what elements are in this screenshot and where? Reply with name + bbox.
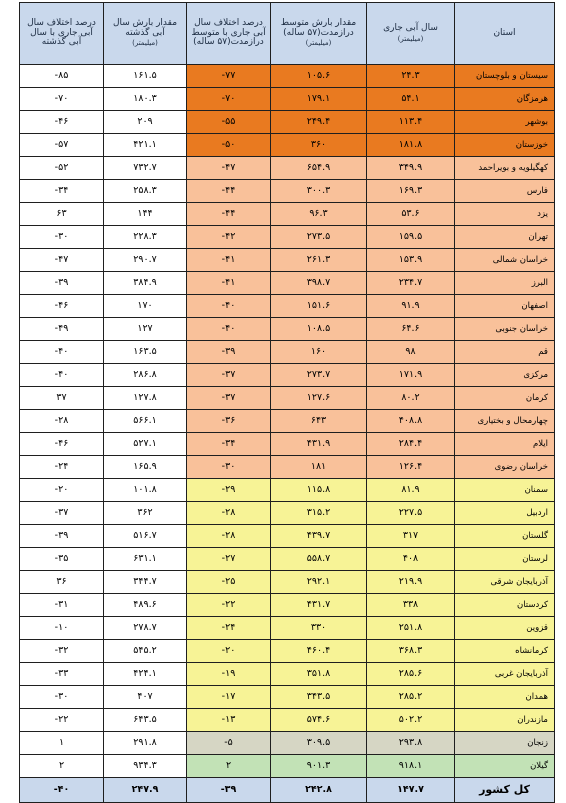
pct-diff-longterm-cell: ۲ <box>187 755 271 778</box>
last-year-precip-cell: ۳۸۴.۹ <box>104 272 187 295</box>
longterm-avg-cell: ۱۶۰ <box>271 341 367 364</box>
longterm-avg-cell: ۳۹۸.۷ <box>271 272 367 295</box>
current-year-precip-cell: ۲۴.۳ <box>367 65 455 88</box>
current-year-precip-cell: ۵۳.۶ <box>367 203 455 226</box>
total-label: کل کشور <box>455 778 555 803</box>
pct-diff-last-year-cell: -۴۶ <box>20 295 104 318</box>
longterm-avg-cell: ۴۳۱.۷ <box>271 594 367 617</box>
last-year-precip-cell: ۷۳۲.۷ <box>104 157 187 180</box>
total-current-year-precip: ۱۴۷.۷ <box>367 778 455 803</box>
pct-diff-longterm-cell: -۴۴ <box>187 203 271 226</box>
pct-diff-longterm-cell: -۴۱ <box>187 249 271 272</box>
province-cell: فارس <box>455 180 555 203</box>
pct-diff-longterm-cell: -۵۵ <box>187 111 271 134</box>
table-row <box>20 709 555 732</box>
longterm-avg-cell: ۱۵۱.۶ <box>271 295 367 318</box>
longterm-avg-cell: ۹۰۱.۳ <box>271 755 367 778</box>
province-cell: مرکزی <box>455 364 555 387</box>
pct-diff-longterm-cell: -۲۸ <box>187 502 271 525</box>
province-cell: ایلام <box>455 433 555 456</box>
province-cell: آذربایجان غربی <box>455 663 555 686</box>
pct-diff-last-year-cell: -۴۷ <box>20 249 104 272</box>
pct-diff-longterm-cell: -۳۶ <box>187 410 271 433</box>
current-year-precip-cell: ۹۱۸.۱ <box>367 755 455 778</box>
pct-diff-last-year-cell: -۳۰ <box>20 686 104 709</box>
longterm-avg-cell: ۴۶۰.۴ <box>271 640 367 663</box>
current-year-precip-cell: ۲۳۴.۷ <box>367 272 455 295</box>
table-row <box>20 226 555 249</box>
longterm-avg-cell: ۳۵۱.۸ <box>271 663 367 686</box>
pct-diff-last-year-cell: -۲۴ <box>20 456 104 479</box>
longterm-avg-cell: ۱۰۵.۶ <box>271 65 367 88</box>
province-cell: گلستان <box>455 525 555 548</box>
table-row <box>20 502 555 525</box>
last-year-precip-cell: ۶۴۳.۵ <box>104 709 187 732</box>
table-row <box>20 364 555 387</box>
table-row <box>20 157 555 180</box>
current-year-precip-cell: ۳۱۷ <box>367 525 455 548</box>
pct-diff-longterm-cell: -۳۹ <box>187 341 271 364</box>
table-row <box>20 180 555 203</box>
table-row <box>20 387 555 410</box>
last-year-precip-cell: ۳۴۴.۷ <box>104 571 187 594</box>
header-longterm-avg: مقدار بارش متوسط درازمدت(۵۷ ساله) (میلیمتر) <box>271 3 367 65</box>
province-cell: بوشهر <box>455 111 555 134</box>
longterm-avg-cell: ۳۶۰ <box>271 134 367 157</box>
last-year-precip-cell: ۵۱۶.۷ <box>104 525 187 548</box>
last-year-precip-cell: ۵۴۵.۲ <box>104 640 187 663</box>
province-cell: خراسان رضوی <box>455 456 555 479</box>
pct-diff-last-year-cell: -۵۲ <box>20 157 104 180</box>
pct-diff-longterm-cell: -۱۹ <box>187 663 271 686</box>
table-row <box>20 548 555 571</box>
pct-diff-last-year-cell: -۳۵ <box>20 548 104 571</box>
table-row <box>20 341 555 364</box>
longterm-avg-cell: ۲۷۳.۵ <box>271 226 367 249</box>
table-row <box>20 456 555 479</box>
province-cell: آذربایجان شرقی <box>455 571 555 594</box>
pct-diff-last-year-cell: -۲۸ <box>20 410 104 433</box>
pct-diff-last-year-cell: -۴۰ <box>20 364 104 387</box>
pct-diff-last-year-cell: -۴۶ <box>20 433 104 456</box>
pct-diff-last-year-cell: ۳۷ <box>20 387 104 410</box>
last-year-precip-cell: ۱۲۷.۸ <box>104 387 187 410</box>
table-row <box>20 134 555 157</box>
table-row <box>20 410 555 433</box>
pct-diff-longterm-cell: -۴۴ <box>187 180 271 203</box>
header-current-year-precip: سال آبی جاری (میلیمتر) <box>367 3 455 65</box>
pct-diff-last-year-cell: -۴۰ <box>20 341 104 364</box>
longterm-avg-cell: ۴۳۱.۹ <box>271 433 367 456</box>
pct-diff-longterm-cell: -۴۲ <box>187 226 271 249</box>
pct-diff-longterm-cell: -۱۷ <box>187 686 271 709</box>
longterm-avg-cell: ۳۱۵.۲ <box>271 502 367 525</box>
total-pct-diff-last-year: -۴۰ <box>20 778 104 803</box>
last-year-precip-cell: ۱۶۵.۹ <box>104 456 187 479</box>
table-row <box>20 318 555 341</box>
province-cell: قزوین <box>455 617 555 640</box>
current-year-precip-cell: ۳۳۸ <box>367 594 455 617</box>
pct-diff-longterm-cell: -۳۷ <box>187 387 271 410</box>
longterm-avg-cell: ۳۰۹.۵ <box>271 732 367 755</box>
province-cell: کرمانشاه <box>455 640 555 663</box>
last-year-precip-cell: ۶۳۱.۱ <box>104 548 187 571</box>
table-row <box>20 525 555 548</box>
current-year-precip-cell: ۶۴.۶ <box>367 318 455 341</box>
province-cell: چهارمحال و بختیاری <box>455 410 555 433</box>
table-row <box>20 88 555 111</box>
current-year-precip-cell: ۲۸۴.۴ <box>367 433 455 456</box>
province-cell: خوزستان <box>455 134 555 157</box>
table-row <box>20 203 555 226</box>
province-cell: هرمزگان <box>455 88 555 111</box>
longterm-avg-cell: ۳۰۰.۳ <box>271 180 367 203</box>
current-year-precip-cell: ۱۶۹.۳ <box>367 180 455 203</box>
longterm-avg-cell: ۳۳۰ <box>271 617 367 640</box>
table-row <box>20 479 555 502</box>
current-year-precip-cell: ۸۰.۲ <box>367 387 455 410</box>
current-year-precip-cell: ۱۷۱.۹ <box>367 364 455 387</box>
longterm-avg-cell: ۲۷۳.۷ <box>271 364 367 387</box>
table-row <box>20 272 555 295</box>
pct-diff-last-year-cell: ۶۳ <box>20 203 104 226</box>
current-year-precip-cell: ۴۰۸.۸ <box>367 410 455 433</box>
table-body <box>20 65 555 778</box>
pct-diff-last-year-cell: -۵۷ <box>20 134 104 157</box>
province-cell: کهگیلویه و بویراحمد <box>455 157 555 180</box>
header-pct-diff-longterm: درصد اختلاف سال آبی جاری با متوسط درازمدت(۵۷ ساله) <box>187 3 271 65</box>
total-pct-diff-longterm: -۳۹ <box>187 778 271 803</box>
last-year-precip-cell: ۹۳۴.۳ <box>104 755 187 778</box>
pct-diff-longterm-cell: -۲۹ <box>187 479 271 502</box>
last-year-precip-cell: ۲۲۸.۳ <box>104 226 187 249</box>
current-year-precip-cell: ۴۰۸ <box>367 548 455 571</box>
pct-diff-longterm-cell: -۴۰ <box>187 295 271 318</box>
pct-diff-last-year-cell: -۷۰ <box>20 88 104 111</box>
pct-diff-longterm-cell: -۲۵ <box>187 571 271 594</box>
current-year-precip-cell: ۲۸۵.۶ <box>367 663 455 686</box>
longterm-avg-cell: ۴۳۹.۷ <box>271 525 367 548</box>
last-year-precip-cell: ۵۶۶.۱ <box>104 410 187 433</box>
last-year-precip-cell: ۲۰۹ <box>104 111 187 134</box>
pct-diff-last-year-cell: -۳۲ <box>20 640 104 663</box>
pct-diff-last-year-cell: -۲۲ <box>20 709 104 732</box>
province-cell: مازندران <box>455 709 555 732</box>
pct-diff-longterm-cell: -۲۸ <box>187 525 271 548</box>
current-year-precip-cell: ۹۱.۹ <box>367 295 455 318</box>
pct-diff-last-year-cell: -۴۶ <box>20 111 104 134</box>
pct-diff-longterm-cell: -۲۴ <box>187 617 271 640</box>
pct-diff-longterm-cell: -۱۳ <box>187 709 271 732</box>
table-row <box>20 249 555 272</box>
province-cell: تهران <box>455 226 555 249</box>
pct-diff-last-year-cell: ۱ <box>20 732 104 755</box>
longterm-avg-cell: ۹۶.۳ <box>271 203 367 226</box>
pct-diff-last-year-cell: -۳۰ <box>20 226 104 249</box>
last-year-precip-cell: ۱۲۷ <box>104 318 187 341</box>
table-row <box>20 433 555 456</box>
pct-diff-last-year-cell: -۱۰ <box>20 617 104 640</box>
table-row <box>20 732 555 755</box>
pct-diff-longterm-cell: -۷۷ <box>187 65 271 88</box>
current-year-precip-cell: ۳۶۸.۳ <box>367 640 455 663</box>
pct-diff-last-year-cell: -۳۳ <box>20 663 104 686</box>
last-year-precip-cell: ۱۶۱.۵ <box>104 65 187 88</box>
table-row <box>20 686 555 709</box>
pct-diff-last-year-cell: -۳۹ <box>20 272 104 295</box>
table-row <box>20 663 555 686</box>
province-cell: اصفهان <box>455 295 555 318</box>
last-year-precip-cell: ۵۲۷.۱ <box>104 433 187 456</box>
table-row <box>20 65 555 88</box>
pct-diff-longterm-cell: -۷۰ <box>187 88 271 111</box>
table-row <box>20 295 555 318</box>
province-cell: کردستان <box>455 594 555 617</box>
pct-diff-last-year-cell: -۲۰ <box>20 479 104 502</box>
current-year-precip-cell: ۱۸۱.۸ <box>367 134 455 157</box>
table-row <box>20 617 555 640</box>
province-cell: البرز <box>455 272 555 295</box>
header-pct-diff-last-year: درصد اختلاف سال آبی جاری با سال آبی گذشته <box>20 3 104 65</box>
total-row <box>20 778 555 803</box>
longterm-avg-cell: ۱۰۸.۵ <box>271 318 367 341</box>
longterm-avg-cell: ۲۴۹.۴ <box>271 111 367 134</box>
last-year-precip-cell: ۱۰۱.۸ <box>104 479 187 502</box>
current-year-precip-cell: ۱۵۳.۹ <box>367 249 455 272</box>
province-cell: اردبیل <box>455 502 555 525</box>
last-year-precip-cell: ۱۴۴ <box>104 203 187 226</box>
last-year-precip-cell: ۲۷۸.۷ <box>104 617 187 640</box>
total-last-year-precip: ۲۴۷.۹ <box>104 778 187 803</box>
pct-diff-longterm-cell: -۲۲ <box>187 594 271 617</box>
current-year-precip-cell: ۵۰۲.۲ <box>367 709 455 732</box>
longterm-avg-cell: ۶۵۴.۹ <box>271 157 367 180</box>
current-year-precip-cell: ۲۹۳.۸ <box>367 732 455 755</box>
province-cell: زنجان <box>455 732 555 755</box>
pct-diff-longterm-cell: -۳۴ <box>187 433 271 456</box>
longterm-avg-cell: ۶۴۳ <box>271 410 367 433</box>
province-cell: لرستان <box>455 548 555 571</box>
header-province: استان <box>455 3 555 65</box>
province-cell: سیستان و بلوچستان <box>455 65 555 88</box>
pct-diff-longterm-cell: -۲۷ <box>187 548 271 571</box>
pct-diff-last-year-cell: -۳۷ <box>20 502 104 525</box>
total-longterm-avg: ۲۴۲.۸ <box>271 778 367 803</box>
province-cell: خراسان جنوبی <box>455 318 555 341</box>
table-row <box>20 111 555 134</box>
current-year-precip-cell: ۱۲۶.۴ <box>367 456 455 479</box>
province-cell: گیلان <box>455 755 555 778</box>
province-cell: کرمان <box>455 387 555 410</box>
last-year-precip-cell: ۳۶۲ <box>104 502 187 525</box>
longterm-avg-cell: ۱۲۷.۶ <box>271 387 367 410</box>
longterm-avg-cell: ۵۷۴.۶ <box>271 709 367 732</box>
last-year-precip-cell: ۱۶۳.۵ <box>104 341 187 364</box>
longterm-avg-cell: ۱۸۱ <box>271 456 367 479</box>
pct-diff-last-year-cell: ۳۶ <box>20 571 104 594</box>
pct-diff-longterm-cell: -۴۷ <box>187 157 271 180</box>
pct-diff-last-year-cell: -۳۱ <box>20 594 104 617</box>
pct-diff-longterm-cell: -۲۰ <box>187 640 271 663</box>
precipitation-table <box>19 2 555 803</box>
pct-diff-longterm-cell: -۳۰ <box>187 456 271 479</box>
last-year-precip-cell: ۲۹۱.۸ <box>104 732 187 755</box>
current-year-precip-cell: ۲۱۹.۹ <box>367 571 455 594</box>
last-year-precip-cell: ۴۲۴.۱ <box>104 663 187 686</box>
last-year-precip-cell: ۱۷۰ <box>104 295 187 318</box>
pct-diff-longterm-cell: -۴۱ <box>187 272 271 295</box>
header-last-year-precip: مقدار بارش سال آبی گذشته (میلیمتر) <box>104 3 187 65</box>
province-cell: همدان <box>455 686 555 709</box>
table-footer <box>20 778 555 803</box>
pct-diff-last-year-cell: -۸۵ <box>20 65 104 88</box>
pct-diff-longterm-cell: -۵۰ <box>187 134 271 157</box>
pct-diff-last-year-cell: -۳۹ <box>20 525 104 548</box>
longterm-avg-cell: ۱۱۵.۸ <box>271 479 367 502</box>
last-year-precip-cell: ۲۹۰.۷ <box>104 249 187 272</box>
pct-diff-longterm-cell: -۴۰ <box>187 318 271 341</box>
province-cell: خراسان شمالی <box>455 249 555 272</box>
last-year-precip-cell: ۲۵۸.۳ <box>104 180 187 203</box>
last-year-precip-cell: ۴۲۱.۱ <box>104 134 187 157</box>
current-year-precip-cell: ۳۴۹.۹ <box>367 157 455 180</box>
current-year-precip-cell: ۲۵۱.۸ <box>367 617 455 640</box>
longterm-avg-cell: ۵۵۸.۷ <box>271 548 367 571</box>
current-year-precip-cell: ۹۸ <box>367 341 455 364</box>
last-year-precip-cell: ۲۸۶.۸ <box>104 364 187 387</box>
current-year-precip-cell: ۵۴.۱ <box>367 88 455 111</box>
longterm-avg-cell: ۲۶۱.۳ <box>271 249 367 272</box>
pct-diff-longterm-cell: -۵ <box>187 732 271 755</box>
table-row <box>20 755 555 778</box>
province-cell: قم <box>455 341 555 364</box>
current-year-precip-cell: ۲۸۵.۲ <box>367 686 455 709</box>
last-year-precip-cell: ۱۸۰.۳ <box>104 88 187 111</box>
pct-diff-last-year-cell: -۴۹ <box>20 318 104 341</box>
current-year-precip-cell: ۸۱.۹ <box>367 479 455 502</box>
current-year-precip-cell: ۱۱۳.۴ <box>367 111 455 134</box>
pct-diff-last-year-cell: ۲ <box>20 755 104 778</box>
province-cell: یزد <box>455 203 555 226</box>
longterm-avg-cell: ۱۷۹.۱ <box>271 88 367 111</box>
current-year-precip-cell: ۲۲۷.۵ <box>367 502 455 525</box>
province-cell: سمنان <box>455 479 555 502</box>
pct-diff-longterm-cell: -۳۷ <box>187 364 271 387</box>
table-row <box>20 640 555 663</box>
last-year-precip-cell: ۴۸۹.۶ <box>104 594 187 617</box>
table-row <box>20 594 555 617</box>
longterm-avg-cell: ۳۴۳.۵ <box>271 686 367 709</box>
table-header <box>20 3 555 65</box>
current-year-precip-cell: ۱۵۹.۵ <box>367 226 455 249</box>
table-row <box>20 571 555 594</box>
pct-diff-last-year-cell: -۳۴ <box>20 180 104 203</box>
longterm-avg-cell: ۲۹۲.۱ <box>271 571 367 594</box>
last-year-precip-cell: ۴۰۷ <box>104 686 187 709</box>
